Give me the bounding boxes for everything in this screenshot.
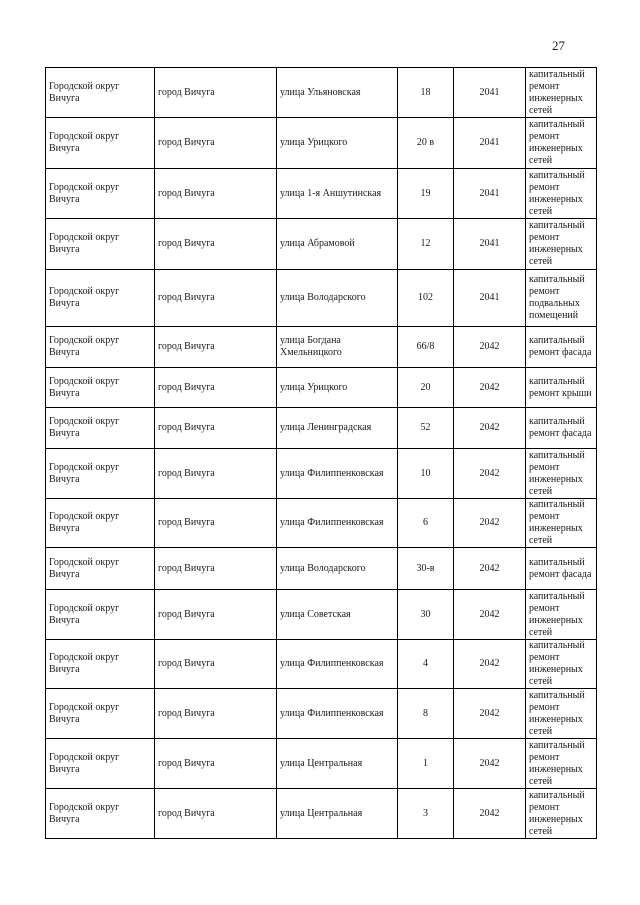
- house-number-cell: 30-в: [398, 548, 454, 590]
- house-number-cell: 8: [398, 689, 454, 739]
- street-cell: улица Филиппенковская: [277, 640, 398, 689]
- year-cell: 2042: [454, 739, 526, 789]
- district-cell: Городской округ Вичуга: [46, 368, 155, 408]
- table-row: [46, 368, 597, 408]
- city-cell: город Вичуга: [155, 219, 277, 270]
- house-number-cell: 3: [398, 789, 454, 839]
- work-type-cell: капитальный ремонт инженерных сетей: [526, 739, 597, 789]
- work-type-cell: капитальный ремонт фасада: [526, 327, 597, 368]
- city-cell: город Вичуга: [155, 368, 277, 408]
- street-cell: улица Богдана Хмельницкого: [277, 327, 398, 368]
- table-row: [46, 270, 597, 327]
- city-cell: город Вичуга: [155, 68, 277, 118]
- city-cell: город Вичуга: [155, 118, 277, 169]
- house-number-cell: 20: [398, 368, 454, 408]
- work-type-cell: капитальный ремонт фасада: [526, 408, 597, 449]
- table-row: [46, 789, 597, 839]
- year-cell: 2041: [454, 68, 526, 118]
- city-cell: город Вичуга: [155, 689, 277, 739]
- year-cell: 2042: [454, 499, 526, 548]
- city-cell: город Вичуга: [155, 789, 277, 839]
- year-cell: 2042: [454, 368, 526, 408]
- house-number-cell: 20 в: [398, 118, 454, 169]
- house-number-cell: 6: [398, 499, 454, 548]
- work-type-cell: капитальный ремонт крыши: [526, 368, 597, 408]
- house-number-cell: 30: [398, 590, 454, 640]
- street-cell: улица Урицкого: [277, 368, 398, 408]
- district-cell: Городской округ Вичуга: [46, 68, 155, 118]
- work-type-cell: капитальный ремонт инженерных сетей: [526, 499, 597, 548]
- house-number-cell: 4: [398, 640, 454, 689]
- district-cell: Городской округ Вичуга: [46, 327, 155, 368]
- house-number-cell: 19: [398, 169, 454, 219]
- street-cell: улица Филиппенковская: [277, 689, 398, 739]
- table-row: [46, 640, 597, 689]
- city-cell: город Вичуга: [155, 739, 277, 789]
- year-cell: 2041: [454, 169, 526, 219]
- district-cell: Городской округ Вичуга: [46, 640, 155, 689]
- district-cell: Городской округ Вичуга: [46, 739, 155, 789]
- year-cell: 2042: [454, 449, 526, 499]
- work-type-cell: капитальный ремонт инженерных сетей: [526, 449, 597, 499]
- city-cell: город Вичуга: [155, 449, 277, 499]
- work-type-cell: капитальный ремонт инженерных сетей: [526, 640, 597, 689]
- work-type-cell: капитальный ремонт подвальных помещений: [526, 270, 597, 327]
- table-row: [46, 327, 597, 368]
- street-cell: улица 1-я Аншутинская: [277, 169, 398, 219]
- work-type-cell: капитальный ремонт инженерных сетей: [526, 68, 597, 118]
- year-cell: 2042: [454, 408, 526, 449]
- work-type-cell: капитальный ремонт инженерных сетей: [526, 789, 597, 839]
- street-cell: улица Абрамовой: [277, 219, 398, 270]
- district-cell: Городской округ Вичуга: [46, 449, 155, 499]
- work-type-cell: капитальный ремонт инженерных сетей: [526, 219, 597, 270]
- street-cell: улица Советская: [277, 590, 398, 640]
- street-cell: улица Урицкого: [277, 118, 398, 169]
- city-cell: город Вичуга: [155, 640, 277, 689]
- city-cell: город Вичуга: [155, 499, 277, 548]
- house-number-cell: 66/8: [398, 327, 454, 368]
- year-cell: 2042: [454, 590, 526, 640]
- house-number-cell: 10: [398, 449, 454, 499]
- year-cell: 2041: [454, 270, 526, 327]
- street-cell: улица Ленинградская: [277, 408, 398, 449]
- district-cell: Городской округ Вичуга: [46, 689, 155, 739]
- district-cell: Городской округ Вичуга: [46, 270, 155, 327]
- street-cell: улица Володарского: [277, 548, 398, 590]
- house-number-cell: 12: [398, 219, 454, 270]
- repair-schedule-table: [45, 67, 597, 839]
- house-number-cell: 52: [398, 408, 454, 449]
- city-cell: город Вичуга: [155, 327, 277, 368]
- district-cell: Городской округ Вичуга: [46, 408, 155, 449]
- street-cell: улица Ульяновская: [277, 68, 398, 118]
- work-type-cell: капитальный ремонт инженерных сетей: [526, 689, 597, 739]
- district-cell: Городской округ Вичуга: [46, 118, 155, 169]
- year-cell: 2042: [454, 689, 526, 739]
- street-cell: улица Центральная: [277, 739, 398, 789]
- district-cell: Городской округ Вичуга: [46, 590, 155, 640]
- district-cell: Городской округ Вичуга: [46, 548, 155, 590]
- page-number: 27: [552, 38, 565, 53]
- table-row: [46, 499, 597, 548]
- work-type-cell: капитальный ремонт фасада: [526, 548, 597, 590]
- work-type-cell: капитальный ремонт инженерных сетей: [526, 118, 597, 169]
- table-row: [46, 590, 597, 640]
- house-number-cell: 1: [398, 739, 454, 789]
- city-cell: город Вичуга: [155, 408, 277, 449]
- district-cell: Городской округ Вичуга: [46, 169, 155, 219]
- table-row: [46, 449, 597, 499]
- year-cell: 2042: [454, 548, 526, 590]
- city-cell: город Вичуга: [155, 169, 277, 219]
- table-row: [46, 169, 597, 219]
- house-number-cell: 102: [398, 270, 454, 327]
- table-row: [46, 739, 597, 789]
- work-type-cell: капитальный ремонт инженерных сетей: [526, 590, 597, 640]
- street-cell: улица Филиппенковская: [277, 449, 398, 499]
- city-cell: город Вичуга: [155, 548, 277, 590]
- year-cell: 2041: [454, 219, 526, 270]
- table-row: [46, 548, 597, 590]
- year-cell: 2042: [454, 789, 526, 839]
- city-cell: город Вичуга: [155, 270, 277, 327]
- table-row: [46, 689, 597, 739]
- table-row: [46, 408, 597, 449]
- table-body: [46, 68, 597, 839]
- district-cell: Городской округ Вичуга: [46, 219, 155, 270]
- table-row: [46, 118, 597, 169]
- table-row: [46, 68, 597, 118]
- street-cell: улица Володарского: [277, 270, 398, 327]
- district-cell: Городской округ Вичуга: [46, 499, 155, 548]
- year-cell: 2042: [454, 327, 526, 368]
- work-type-cell: капитальный ремонт инженерных сетей: [526, 169, 597, 219]
- house-number-cell: 18: [398, 68, 454, 118]
- table-row: [46, 219, 597, 270]
- city-cell: город Вичуга: [155, 590, 277, 640]
- year-cell: 2042: [454, 640, 526, 689]
- year-cell: 2041: [454, 118, 526, 169]
- street-cell: улица Центральная: [277, 789, 398, 839]
- district-cell: Городской округ Вичуга: [46, 789, 155, 839]
- street-cell: улица Филиппенковская: [277, 499, 398, 548]
